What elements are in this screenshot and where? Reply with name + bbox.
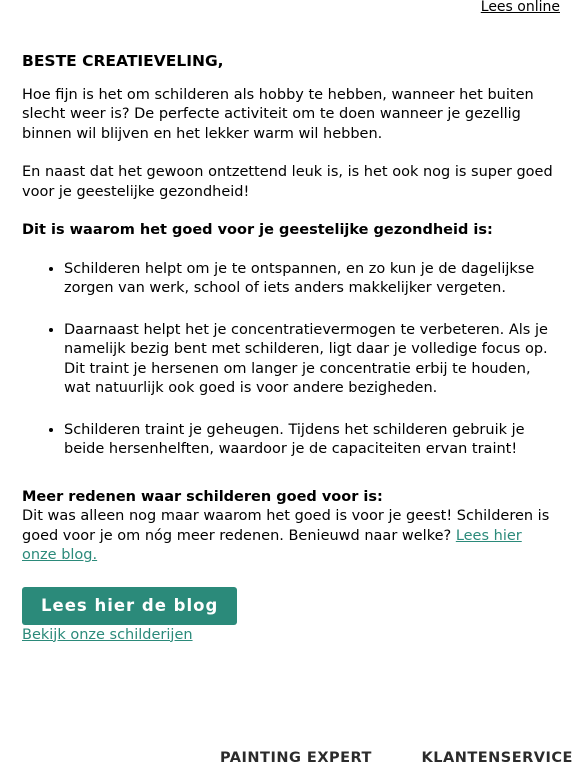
list-item: • Schilderen traint je geheugen. Tijdens het schilderen gebruik je beide hersenhelften, waardoor je de capaciteiten ervan traint! <box>64 421 558 460</box>
read-blog-button[interactable]: Lees hier de blog <box>22 587 237 625</box>
reasons-subheading: Dit is waarom het goed voor je geestelijke gezondheid is: <box>22 222 493 238</box>
footer-nav <box>220 750 573 766</box>
greeting-heading: BESTE CREATIEVELING, <box>22 52 224 70</box>
intro-paragraph: Hoe fijn is het om schilderen als hobby te hebben, wanneer het buiten slecht weer is? De perfecte activiteit om te doen wanneer je gezellig binnen wil blijven en het lekker warm wil hebben. <box>22 86 534 142</box>
list-item: • Daarnaast helpt het je concentratievermogen te verbeteren. Als je namelijk bezig bent met schilderen, ligt daar je volledige focus op. Dit traint je hersenen om langer je concentratie erbij te houden, wat natuurlijk ook goed is voor andere bezigheden. <box>64 321 558 399</box>
more-reasons-text <box>22 507 558 566</box>
more-reasons-body: Dit was alleen nog maar waarom het goed is voor je geest! Schilderen is goed voor je om nóg meer redenen. Benieuwd naar welke? <box>22 508 550 544</box>
reasons-list <box>22 260 558 460</box>
email-body <box>22 52 558 645</box>
list-item: • Schilderen helpt om je te ontspannen, en zo kun je de dagelijkse zorgen van werk, school of iets anders makkelijker vergeten. <box>64 260 558 299</box>
read-online-link[interactable]: Lees online <box>480 0 560 15</box>
view-paintings-link[interactable]: Bekijk onze schilderijen <box>22 626 193 643</box>
health-paragraph: En naast dat het gewoon ontzettend leuk is, is het ook nog is super goed voor je geestelijke gezondheid! <box>22 164 553 200</box>
footer-item-klantenservice[interactable]: KLANTENSERVICE <box>421 750 573 766</box>
blog-inline-link[interactable]: Lees hier onze blog. <box>22 527 522 563</box>
more-reasons-title: Meer redenen waar schilderen goed voor is: <box>22 488 383 505</box>
top-bar <box>481 0 560 14</box>
footer-item-painting-expert[interactable]: PAINTING EXPERT <box>220 750 372 766</box>
